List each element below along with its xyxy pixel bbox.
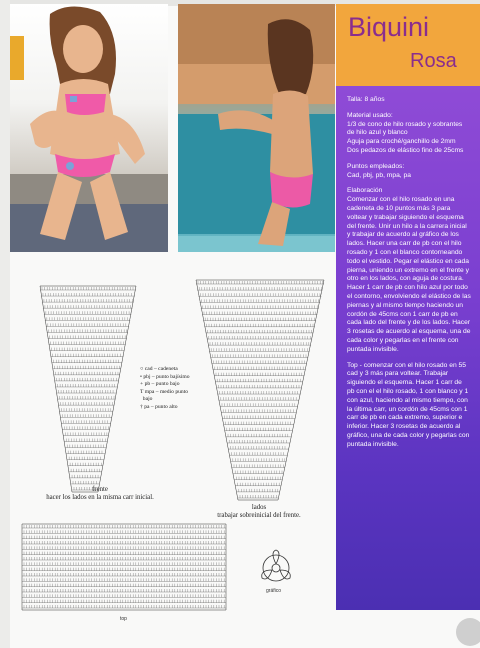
materials-item: 1/3 de cono de hilo rosado y sobrantes de hilo azul y blanco — [347, 120, 463, 137]
frente-diagram — [40, 286, 136, 492]
elaboration-text: Comenzar con el hilo rosado en una cadeneta de 10 puntos más 3 para voltear y trabajar siguiendo el esquema del frente. Unir un hilo a la carrera inicial y trabajar de acuerdo al gráfico de los lados. Hacer una carr de pb con el hilo rosado y 1 con el blanco contorneando todo el vestido. Pegar el elástico en cada pierna, uniendo un extremo en el frente y otro en los lados, con aguja de costura. Hacer 1 carr de pb con hilo azul por todo el contorno, envolviendo el elástico de las piernas y al mismo tiempo haciendo un cordón de 45cms con 1 carr de pb en cada lado del frente y de los lados. Hacer 3 rosetas de acuerdo al esquema, una de cada color y pegarlas en el frente con puntada invisible. — [347, 196, 471, 353]
legend-row: + pb – punto bajo — [140, 381, 180, 388]
elaboration-section — [347, 187, 471, 354]
model-illustration-back — [178, 4, 335, 252]
page-title: Biquini — [348, 12, 430, 42]
legend-row: † pa – punto alto — [140, 403, 178, 410]
legend-row: ○ cad – cadeneta — [140, 366, 178, 372]
frente-note: hacer los lados en la misma carr inicial. — [46, 494, 154, 501]
stitches-list: Cad, pbj, pb, mpa, pa — [347, 171, 411, 179]
materials-item: Aguja para croché/ganchillo de 2mm — [347, 138, 456, 146]
page-corner-mark — [456, 618, 480, 646]
materials-item: Dos pedazos de elástico fino de 25cms — [347, 146, 464, 154]
crochet-diagrams — [0, 270, 336, 630]
materials-heading: Material usado: — [347, 111, 393, 119]
elaboration-heading: Elaboración — [347, 187, 383, 195]
photo-back-model — [178, 4, 335, 252]
model-illustration-front — [10, 4, 168, 252]
top-instructions: Top - comenzar con el hilo rosado en 55 cad y 3 más para voltear. Trabajar siguiendo el esquema. Hacer 1 carr de pb con el el hilo rosado, 1 con blanco y 1 con azul, haciendo al mismo tiempo, con la última carr, un cordón de 45cms con 1 carr de pb en cada extremo, superior e inferior. Hacer 3 rosetas de acuerdo al gráfico, una de cada color y pegarlas con puntada invisible. — [347, 361, 470, 448]
stitches-heading: Puntos empleados: — [347, 162, 405, 170]
top-diagram — [22, 524, 226, 610]
frente-label: frente — [92, 486, 108, 493]
grafico-label: gráfico — [266, 588, 282, 594]
rosette-diagram — [262, 550, 291, 581]
materials-section — [347, 112, 471, 156]
stitches-section — [347, 163, 471, 181]
photo-accent-stripe — [10, 36, 24, 80]
legend-row: bajo — [142, 396, 153, 403]
lados-note: trabajar sobreinicial del frente. — [217, 512, 301, 519]
legend-row: • pbj – punto bajísimo — [140, 373, 190, 380]
lados-label: lados — [251, 504, 267, 511]
lados-diagram — [196, 280, 324, 500]
instructions-text — [347, 96, 471, 449]
top-label: top — [120, 616, 127, 622]
lados-label-block — [214, 504, 304, 520]
legend-row: T mpa – medio punto — [140, 388, 189, 395]
page-subtitle: Rosa — [410, 50, 457, 72]
photo-front-model — [10, 4, 168, 252]
stitch-legend — [140, 366, 190, 412]
size-text: Talla: 8 años — [347, 96, 385, 103]
frente-label-block — [44, 486, 156, 502]
